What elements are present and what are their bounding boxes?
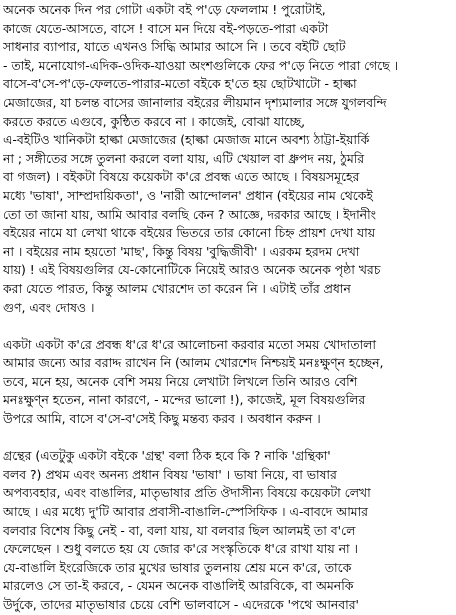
text-line: এ-বইটিও খানিকটা হাল্কা মেজাজের (হাল্কা মেজাজ মানে অবশ্য ঠাট্টা-ইয়ার্কি — [3, 132, 370, 148]
text-line: সাধনার ব্যাপার, যাতে এখনও সিদ্ধি আমার আসে নি । তবে বইটি ছোট — [3, 39, 346, 55]
text-line: না । বইয়ের নাম হয়তো 'মাছ', কিন্তু বিষয় 'বুদ্ধিজীবী' । এরকম হরদম দেখা — [3, 243, 360, 259]
text-line: যায়) ! এই বিষয়গুলির যে-কোনোটিকে নিয়েই আরও অনেক অনেক পৃষ্ঠা খরচ — [3, 262, 381, 278]
text-line: তবে, মনে হয়, অনেক বেশি সময় নিয়ে লেখাটা লিখলে তিনি আরও বেশি — [3, 373, 358, 389]
paragraph-gap — [3, 429, 455, 448]
text-line: - তাই, মনোযোগ-এদিক-ওদিক-যাওয়া অংশগুলিকে ফের প'ড়ে নিতে পারা গেছে । — [3, 57, 399, 73]
text-line: বা গজল) । বইকটা বিষয়ে কয়েকটা ক'রে প্রবন্ধ এতে আছে । বিষয়সমূহের — [3, 169, 360, 185]
text-line: মারলেও সে তা-ই করবে, - যেমন অনেক বাঙালিই আরবিকে, বা অমনকি — [3, 578, 354, 594]
text-line: বইয়ের নামে যা লেখা থাকে বইয়ের ভিতরে তার কোনো চিহ্ন প্রায়শ দেখা যায় — [3, 225, 376, 241]
text-line: একটা একটা ক'রে প্রবন্ধ ধ'রে ধ'রে আলোচনা করবার মতো সময় খোদাতালা — [3, 336, 376, 352]
text-line: উর্দুকে, তাদের মাতৃভাষার চেয়ে বেশি ভালবাসে - এদেরকে 'পথে আনবার' — [3, 597, 359, 612]
text-line: অপব্যবহার, এবং বাঙালির, মাতৃভাষার প্রতি ঔদাসীন্য বিষয়ে কয়েকটা লেখা — [3, 485, 371, 501]
paragraph — [3, 447, 455, 614]
paragraph-gap — [3, 317, 455, 336]
text-line: করা যেতে পারত, কিন্তু আলম খোরশেদ তা করেন নি । এটাই তাঁর প্রধান — [3, 280, 351, 296]
text-line: যে-বাঙালি ইংরেজিকে তার মুখের ভাষার তুলনায় শ্রেয় মনে ক'রে, তাকে — [3, 559, 352, 575]
text-line: গ্রন্থের (এতটুকু একটা বইকে 'গ্রন্থ' বলা ঠিক হবে কি ? নাকি 'গ্রন্থিকা' — [3, 448, 331, 464]
text-line: গুণ, এবং দোষও । — [3, 299, 95, 315]
paragraph — [3, 1, 455, 317]
text-line: কাজে যেতে-আসতে, বাসে ! বাসে মন দিয়ে বই-পড়তে-পারা একটা — [3, 20, 329, 36]
text-line: বলবার বিশেষ কিছু নেই - বা, বলা যায়, যা বলবার ছিল আলমই তা ব'লে — [3, 522, 356, 538]
paragraph — [3, 336, 455, 429]
text-line: বলব ?) প্রথম এবং অনন্য প্রধান বিষয় 'ভাষা' । ভাষা নিয়ে, বা ভাষার — [3, 466, 337, 482]
text-line: মেজাজের, যা চলন্ত বাসের জানালার বইরের লীয়মান দৃশ্যমালার সঙ্গে যুগলবন্দি — [3, 94, 387, 110]
text-line: অনেক অনেক দিন পর গোটা একটা বই প'ড়ে ফেললাম ! পুরোটাই, — [3, 2, 326, 17]
text-line: উপরে আমি, বাসে ব'সে-ব'সেই কিছু মন্তব্য করব । অবধান করুন । — [3, 411, 321, 427]
text-line: তো তা জানা যায়, আমি আবার বলছি কেন ? আজ্ঞে, দরকার আছে । ইদানীং — [3, 206, 376, 222]
text-line: মধ্যে 'ভাষা', সাম্প্রদায়িকতা', ও 'নারী আন্দোলন' প্রধান (বইয়ের নাম থেকেই — [3, 187, 373, 203]
text-line: আছে । এর মধ্যে দু'টি আবার প্রবাসী-বাঙালি-স্পেসিফিক । এ-বাবদে আমার — [3, 504, 368, 520]
text-line: আমার জন্যে আর বরাদ্দ রাখেন নি (আলম খোরশেদ নিশ্চয়ই মনঃক্ষুণ্ন হচ্ছেন, — [3, 355, 384, 371]
text-line: ফেলেছেন । শুধু বলতে হয় যে জোর ক'রে সংস্কৃতিকে ধ'রে রাখা যায় না । — [3, 541, 358, 557]
document-page — [3, 1, 455, 615]
text-line: না ; সঙ্গীতের সঙ্গে তুলনা করলে বলা যায়, এটি খেয়াল বা ধ্রুপদ নয়, ঠুমরি — [3, 150, 365, 166]
text-line: করতে করতে এগুবে, কুন্ঠিত করবে না । কাজেই, বোঝা যাচ্ছে, — [3, 113, 306, 129]
text-line: মনঃক্ষুণ্ন হতেন, নানা কারণে, - মন্দের ভালো !), কাজেই, মূল বিষয়গুলির — [3, 392, 366, 408]
text-line: বাসে-ব'সে-প'ড়ে-ফেলতে-পারার-মতো বইকে হ'তে হয় ছোটখাটো - হাল্কা — [3, 76, 357, 92]
